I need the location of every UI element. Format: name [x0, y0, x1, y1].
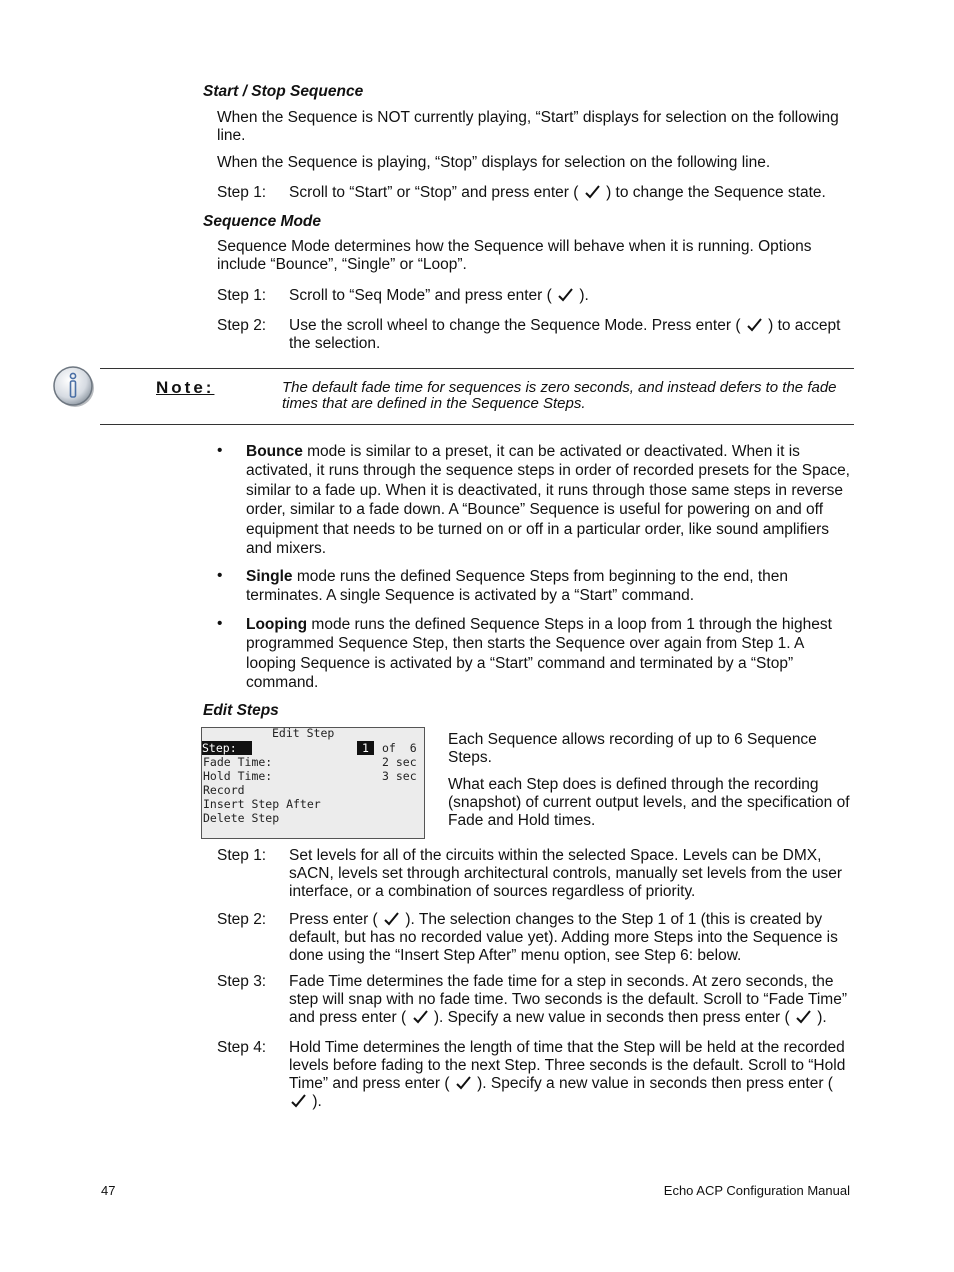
step-text-part: Press enter ( [289, 911, 378, 928]
step-text-part: ) to change the Sequence state. [606, 184, 826, 201]
lcd-edit-step-screen [201, 727, 425, 839]
lcd-title: Edit Step [272, 726, 335, 740]
lcd-hold-value: 3 sec [382, 769, 417, 783]
step-text [289, 184, 854, 202]
lcd-step-value: 1 [357, 741, 374, 755]
step-text-part: Fade Time determines the fade time for a step in seconds. At zero seconds, the step will snap with no fade time. Two seconds is the default. Scroll to “Fade Time” and press enter ( [289, 973, 847, 1026]
checkmark-icon [558, 288, 573, 302]
lcd-delete-step: Delete Step [203, 811, 280, 825]
bullet-text [246, 442, 854, 558]
lcd-step-label: Step: [202, 741, 252, 755]
step-label: Step 2: [217, 911, 267, 928]
paragraph: When the Sequence is playing, “Stop” displays for selection on the following line. [217, 154, 771, 171]
step-label: Step 2: [217, 317, 267, 334]
step-text-part: ). [817, 1009, 827, 1026]
step-text-part: Scroll to “Seq Mode” and press enter ( [289, 287, 552, 304]
note-text: The default fade time for sequences is zero seconds, and instead defers to the fade times that are defined in the Sequence Steps. [282, 379, 837, 412]
divider [100, 424, 854, 425]
divider [100, 368, 854, 369]
checkmark-icon [747, 318, 762, 332]
step-text-part: Hold Time determines the length of time that the Step will be held at the recorded levels before fading to the next Step. Three seconds is the default. Scroll to “Hold Time” and press enter ( [289, 1039, 846, 1092]
bullet-marker: • [217, 442, 223, 459]
lcd-insert-step-after: Insert Step After [203, 797, 321, 811]
step-label: Step 4: [217, 1039, 267, 1056]
checkmark-icon [384, 912, 399, 926]
bullet-bold: Looping [246, 616, 308, 633]
step-text [289, 1039, 854, 1111]
bullet-bold: Bounce [246, 443, 303, 460]
step-text-part: ). Specify a new value in seconds then press enter ( [433, 1009, 790, 1026]
lcd-hold-label: Hold Time: [203, 769, 273, 783]
page-number: 47 [101, 1183, 116, 1198]
lcd-record: Record [203, 783, 245, 797]
step-label: Step 1: [217, 184, 267, 201]
step-text-part: Use the scroll wheel to change the Sequence Mode. Press enter ( [289, 317, 741, 334]
bullet-text [246, 615, 854, 693]
checkmark-icon [585, 185, 600, 199]
step-text [289, 911, 854, 965]
bullet-marker: • [217, 615, 223, 632]
step-label: Step 1: [217, 287, 267, 304]
step-text-part: Scroll to “Start” or “Stop” and press enter ( [289, 184, 579, 201]
paragraph: When the Sequence is NOT currently playing, “Start” displays for selection on the following line. [217, 109, 839, 144]
checkmark-icon [456, 1076, 471, 1090]
lcd-fade-label: Fade Time: [203, 755, 273, 769]
step-text-part: ) to accept the selection. [289, 317, 841, 352]
step-text [289, 317, 854, 353]
step-text-part: ). [579, 287, 589, 304]
lcd-step-of: of 6 [382, 741, 417, 755]
step-label: Step 3: [217, 973, 267, 990]
bullet-marker: • [217, 567, 223, 584]
bullet-bold: Single [246, 568, 293, 585]
step-text-part: ). The selection changes to the Step 1 of 1 (this is created by default, but has no recorded value yet). Adding more Steps into the Sequence is done using the “Insert Step After” menu option, see Step 6: below. [289, 911, 838, 964]
paragraph: Sequence Mode determines how the Sequence will behave when it is running. Options include “Bounce”, “Single” or “Loop”. [217, 238, 812, 273]
bullet-body: mode runs the defined Sequence Steps from beginning to the end, then terminates. A single Sequence is activated by a “Start” command. [246, 568, 789, 605]
step-text-part: ). [312, 1093, 322, 1110]
step-text: Set levels for all of the circuits within the selected Space. Levels can be DMX, sACN, levels set through architectural controls, manually set levels from the user interface, or a combination of sources regardless of priority. [289, 847, 843, 900]
side-paragraph: What each Step does is defined through the recording (snapshot) of current output levels, and the specification of Fade and Hold times. [448, 776, 850, 829]
bullet-body: mode runs the defined Sequence Steps in a loop from 1 through the highest programmed Sequence Step, then starts the Sequence over again from Step 1. A looping Sequence is activated by a “Start” command and terminated by a “Stop” command. [246, 616, 832, 692]
step-text [289, 973, 854, 1027]
checkmark-icon [796, 1010, 811, 1024]
note-label: Note: [156, 378, 215, 397]
lcd-fade-value: 2 sec [382, 755, 417, 769]
info-icon [52, 365, 96, 409]
checkmark-icon [413, 1010, 428, 1024]
step-text [289, 287, 854, 305]
manual-title: Echo ACP Configuration Manual [663, 1183, 850, 1198]
side-paragraph: Each Sequence allows recording of up to 6 Sequence Steps. [448, 731, 817, 766]
section-heading-sequence-mode: Sequence Mode [203, 213, 321, 230]
bullet-text [246, 567, 854, 606]
section-heading-edit-steps: Edit Steps [203, 702, 279, 719]
checkmark-icon [291, 1094, 306, 1108]
step-text-part: ). Specify a new value in seconds then press enter ( [477, 1075, 833, 1092]
section-heading-start-stop: Start / Stop Sequence [203, 83, 364, 100]
step-label: Step 1: [217, 847, 267, 864]
bullet-body: mode is similar to a preset, it can be activated or deactivated. When it is activated, it runs through the sequence steps in order of recorded presets for the Space, similar to a fade up. When it is deactivated, it runs through those same steps in reverse order, similar to a fade down. A “Bounce” Sequence is useful for powering on and off equipment that needs to be turned on or off in a particular order, like sound amplifiers and mixers. [246, 443, 850, 558]
